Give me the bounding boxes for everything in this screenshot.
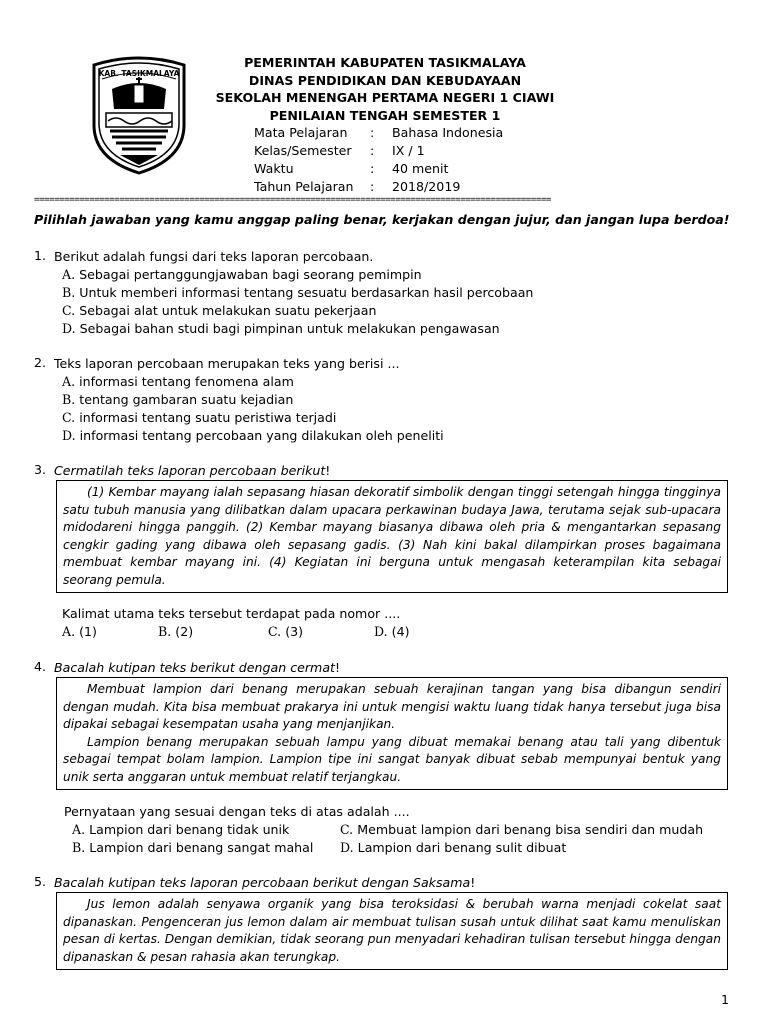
question-number: 1. xyxy=(34,248,47,263)
question-1 xyxy=(34,248,734,338)
option-c[interactable]: C. (3) xyxy=(268,624,304,639)
regency-emblem-logo xyxy=(90,55,188,175)
question-prompt: Pernyataan yang sesuai dengan teks di atas adalah .... xyxy=(64,804,410,819)
question-number: 2. xyxy=(34,355,47,370)
option-b[interactable]: B. Lampion dari benang sangat mahal xyxy=(72,839,314,855)
option-d[interactable]: D. Sebagai bahan studi bagi pimpinan untuk melakukan pengawasan xyxy=(62,321,500,336)
question-text: Cermatilah teks laporan percobaan berikut! xyxy=(54,463,331,478)
header-separator: ======================================================================================================= xyxy=(34,195,551,205)
question-3 xyxy=(34,462,734,480)
meta-key: Mata Pelajaran xyxy=(254,125,348,140)
meta-row: Mata Pelajaran : Bahasa Indonesia xyxy=(254,125,504,140)
passage-box-q3 xyxy=(56,480,728,593)
question-number: 4. xyxy=(34,659,47,674)
meta-value: IX / 1 xyxy=(392,143,425,158)
option-b[interactable]: B. tentang gambaran suatu kejadian xyxy=(62,392,294,407)
header-exam-title: PENILAIAN TENGAH SEMESTER 1 xyxy=(269,107,501,123)
passage-box-q5 xyxy=(56,892,728,970)
header-government: PEMERINTAH KABUPATEN TASIKMALAYA xyxy=(244,55,526,70)
option-d[interactable]: D. (4) xyxy=(374,624,410,639)
option-b[interactable]: B. Untuk memberi informasi tentang sesuatu berdasarkan hasil percobaan xyxy=(62,285,534,300)
passage-paragraph-1: Membuat lampion dari benang merupakan sebuah kerajinan tangan yang bisa dibangun sendiri dengan mudah. Kita bisa membuat prakarya ini untuk mengisi waktu luang tidak hanya tersebut juga bisa dipakai sebagai kesempatan usaha yang menjanjikan. xyxy=(63,682,721,731)
options-row xyxy=(62,623,734,641)
option-c[interactable]: C. Sebagai alat untuk melakukan suatu pekerjaan xyxy=(62,303,377,318)
question-number: 3. xyxy=(34,462,47,477)
question-2 xyxy=(34,355,734,445)
option-b[interactable]: B. (2) xyxy=(158,624,194,639)
question-text: Bacalah kutipan teks berikut dengan cermat! xyxy=(54,660,341,675)
passage-paragraph-2: Lampion benang merupakan sebuah lampu yang dibuat memakai benang atau tali yang dibentuk sebagai tempat bolam lampion. Lampion tipe ini sangat banyak dibuat sebab mempunyai bentuk yang unik serta anggaran untuk membuat relatif terjangkau. xyxy=(63,734,721,784)
page-number: 1 xyxy=(721,992,730,1007)
option-c[interactable]: C. Membuat lampion dari benang bisa sendiri dan mudah xyxy=(340,822,704,837)
meta-row: Waktu : 40 menit xyxy=(254,161,449,176)
header-department: DINAS PENDIDIKAN DAN KEBUDAYAAN xyxy=(248,72,522,88)
option-d[interactable]: D. informasi tentang percobaan yang dilakukan oleh peneliti xyxy=(62,428,444,443)
question-text: Bacalah kutipan teks laporan percobaan berikut dengan Saksama! xyxy=(54,875,476,890)
question-5 xyxy=(34,874,734,892)
meta-row: Kelas/Semester : IX / 1 xyxy=(254,143,425,158)
option-a[interactable]: A. (1) xyxy=(62,624,97,639)
option-c[interactable]: C. informasi tentang suatu peristiwa terjadi xyxy=(62,410,337,425)
meta-value: 40 menit xyxy=(392,161,449,176)
options-grid xyxy=(72,821,734,856)
logo-label: KAB. TASIKMALAYA xyxy=(98,69,180,78)
question-text: Berikut adalah fungsi dari teks laporan percobaan. xyxy=(54,249,374,264)
exam-instruction: Pilihlah jawaban yang kamu anggap paling benar, kerjakan dengan jujur, dan jangan lupa berdoa! xyxy=(34,212,730,227)
question-number: 5. xyxy=(34,874,47,889)
question-4-prompt xyxy=(34,803,734,856)
meta-row: Tahun Pelajaran : 2018/2019 xyxy=(254,179,461,194)
question-text: Teks laporan percobaan merupakan teks yang berisi ... xyxy=(54,356,400,371)
meta-key: Waktu xyxy=(254,161,294,176)
meta-value: 2018/2019 xyxy=(392,179,461,194)
passage-box-q4 xyxy=(56,677,728,790)
school-header xyxy=(200,54,570,124)
option-a[interactable]: A. Lampion dari benang tidak unik xyxy=(72,822,290,837)
header-school: SEKOLAH MENENGAH PERTAMA NEGERI 1 CIAWI xyxy=(215,90,555,105)
question-prompt: Kalimat utama teks tersebut terdapat pada nomor .... xyxy=(62,606,401,621)
passage-text: Jus lemon adalah senyawa organik yang bisa teroksidasi & berubah warna menjadi cokelat saat dipanaskan. Pengenceran jus lemon dalam air membuat tulisan susah untuk dilihat saat kamu menuliskan pesan di kertas. Dengan demikian, tidak seorang pun menyadari kehadiran tulisan tersebut hingga dengan dipanaskan & pesan rahasia akan terungkap. xyxy=(63,897,721,964)
option-a[interactable]: A. Sebagai pertanggungjawaban bagi seorang pemimpin xyxy=(62,267,422,282)
question-4 xyxy=(34,659,734,677)
meta-key: Kelas/Semester xyxy=(254,143,352,158)
passage-text: (1) Kembar mayang ialah sepasang hiasan dekoratif simbolik dengan tinggi setengah hingga tingginya satu tubuh manusia yang dilibatkan dalam upacara perkawinan budaya Jawa, terutama sejak sub-upacara midodareni hingga panggih. (2) Kembar mayang biasanya dibawa oleh pria & mengantarkan sepasang cengkir gading yang dibawa oleh sepasang gadis. (3) Nah kini bakal dilampirkan proses bagaimana membuat kembar mayang ini. (4) Kegiatan ini berguna untuk mengasah keterampilan kita sebagai seorang pemula. xyxy=(63,485,721,587)
exam-meta xyxy=(254,124,503,196)
option-a[interactable]: A. informasi tentang fenomena alam xyxy=(62,374,294,389)
meta-key: Tahun Pelajaran xyxy=(254,179,354,194)
option-d[interactable]: D. Lampion dari benang sulit dibuat xyxy=(340,839,567,855)
meta-value: Bahasa Indonesia xyxy=(392,125,504,140)
question-3-prompt xyxy=(34,605,734,641)
